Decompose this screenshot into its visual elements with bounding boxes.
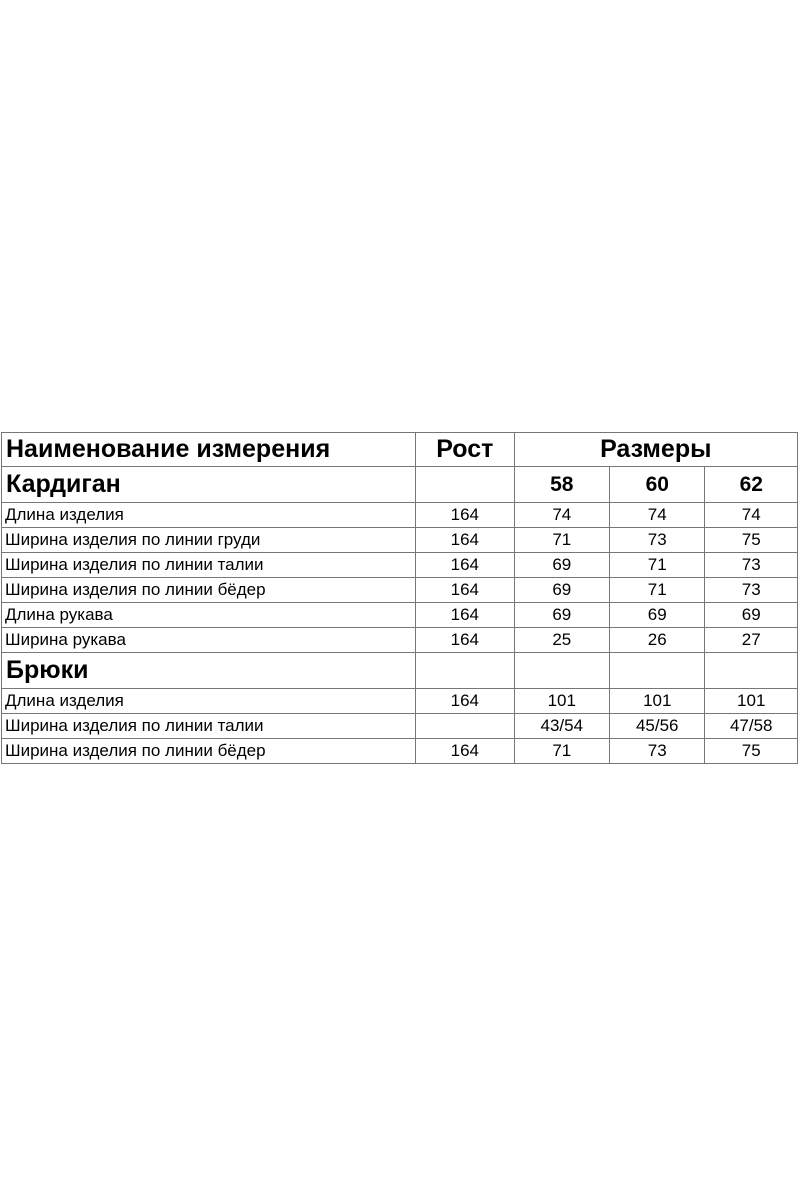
measurement-name-header: Наименование измерения [2, 433, 416, 467]
measurement-name: Длина изделия [2, 689, 416, 714]
size-value: 73 [705, 578, 798, 603]
measurement-name: Ширина изделия по линии бёдер [2, 739, 416, 764]
measurement-name: Ширина изделия по линии талии [2, 714, 416, 739]
size-column-62: 62 [705, 467, 798, 503]
section-row-trousers [2, 653, 798, 689]
size-column-58: 58 [514, 467, 609, 503]
measurement-name: Ширина изделия по линии бёдер [2, 578, 416, 603]
size-value: 101 [514, 689, 609, 714]
table-row [2, 578, 798, 603]
sizes-header: Размеры [514, 433, 797, 467]
table-row [2, 739, 798, 764]
size-value: 47/58 [705, 714, 798, 739]
size-value: 25 [514, 628, 609, 653]
size-value: 74 [705, 503, 798, 528]
size-value: 69 [705, 603, 798, 628]
size-value: 26 [610, 628, 705, 653]
measurement-name: Ширина изделия по линии талии [2, 553, 416, 578]
size-value: 69 [514, 578, 609, 603]
height-value: 164 [416, 578, 514, 603]
empty-cell [416, 467, 514, 503]
size-value: 27 [705, 628, 798, 653]
size-value: 71 [514, 739, 609, 764]
size-value: 69 [514, 603, 609, 628]
size-value: 74 [514, 503, 609, 528]
size-value: 101 [705, 689, 798, 714]
measurement-name: Длина рукава [2, 603, 416, 628]
table-row [2, 714, 798, 739]
height-value: 164 [416, 503, 514, 528]
size-value: 71 [610, 553, 705, 578]
size-value: 71 [514, 528, 609, 553]
height-value: 164 [416, 603, 514, 628]
height-header: Рост [416, 433, 514, 467]
size-value: 74 [610, 503, 705, 528]
section-row-cardigan [2, 467, 798, 503]
height-value: 164 [416, 628, 514, 653]
size-value: 101 [610, 689, 705, 714]
height-value: 164 [416, 553, 514, 578]
empty-cell [705, 653, 798, 689]
empty-cell [514, 653, 609, 689]
size-value: 45/56 [610, 714, 705, 739]
size-value: 69 [514, 553, 609, 578]
height-value: 164 [416, 739, 514, 764]
empty-cell [416, 653, 514, 689]
size-value: 43/54 [514, 714, 609, 739]
measurement-name: Длина изделия [2, 503, 416, 528]
table-header-row [2, 433, 798, 467]
size-chart-table [1, 432, 798, 764]
table-row [2, 603, 798, 628]
table-row [2, 689, 798, 714]
measurement-name: Ширина изделия по линии груди [2, 528, 416, 553]
section-title: Брюки [2, 653, 416, 689]
size-value: 75 [705, 739, 798, 764]
size-value: 75 [705, 528, 798, 553]
height-value [416, 714, 514, 739]
section-title: Кардиган [2, 467, 416, 503]
size-value: 71 [610, 578, 705, 603]
table-row [2, 553, 798, 578]
empty-cell [610, 653, 705, 689]
size-column-60: 60 [610, 467, 705, 503]
measurement-name: Ширина рукава [2, 628, 416, 653]
table-row [2, 503, 798, 528]
table-row [2, 628, 798, 653]
size-value: 73 [610, 739, 705, 764]
height-value: 164 [416, 528, 514, 553]
size-value: 73 [705, 553, 798, 578]
table-row [2, 528, 798, 553]
height-value: 164 [416, 689, 514, 714]
size-value: 73 [610, 528, 705, 553]
size-value: 69 [610, 603, 705, 628]
